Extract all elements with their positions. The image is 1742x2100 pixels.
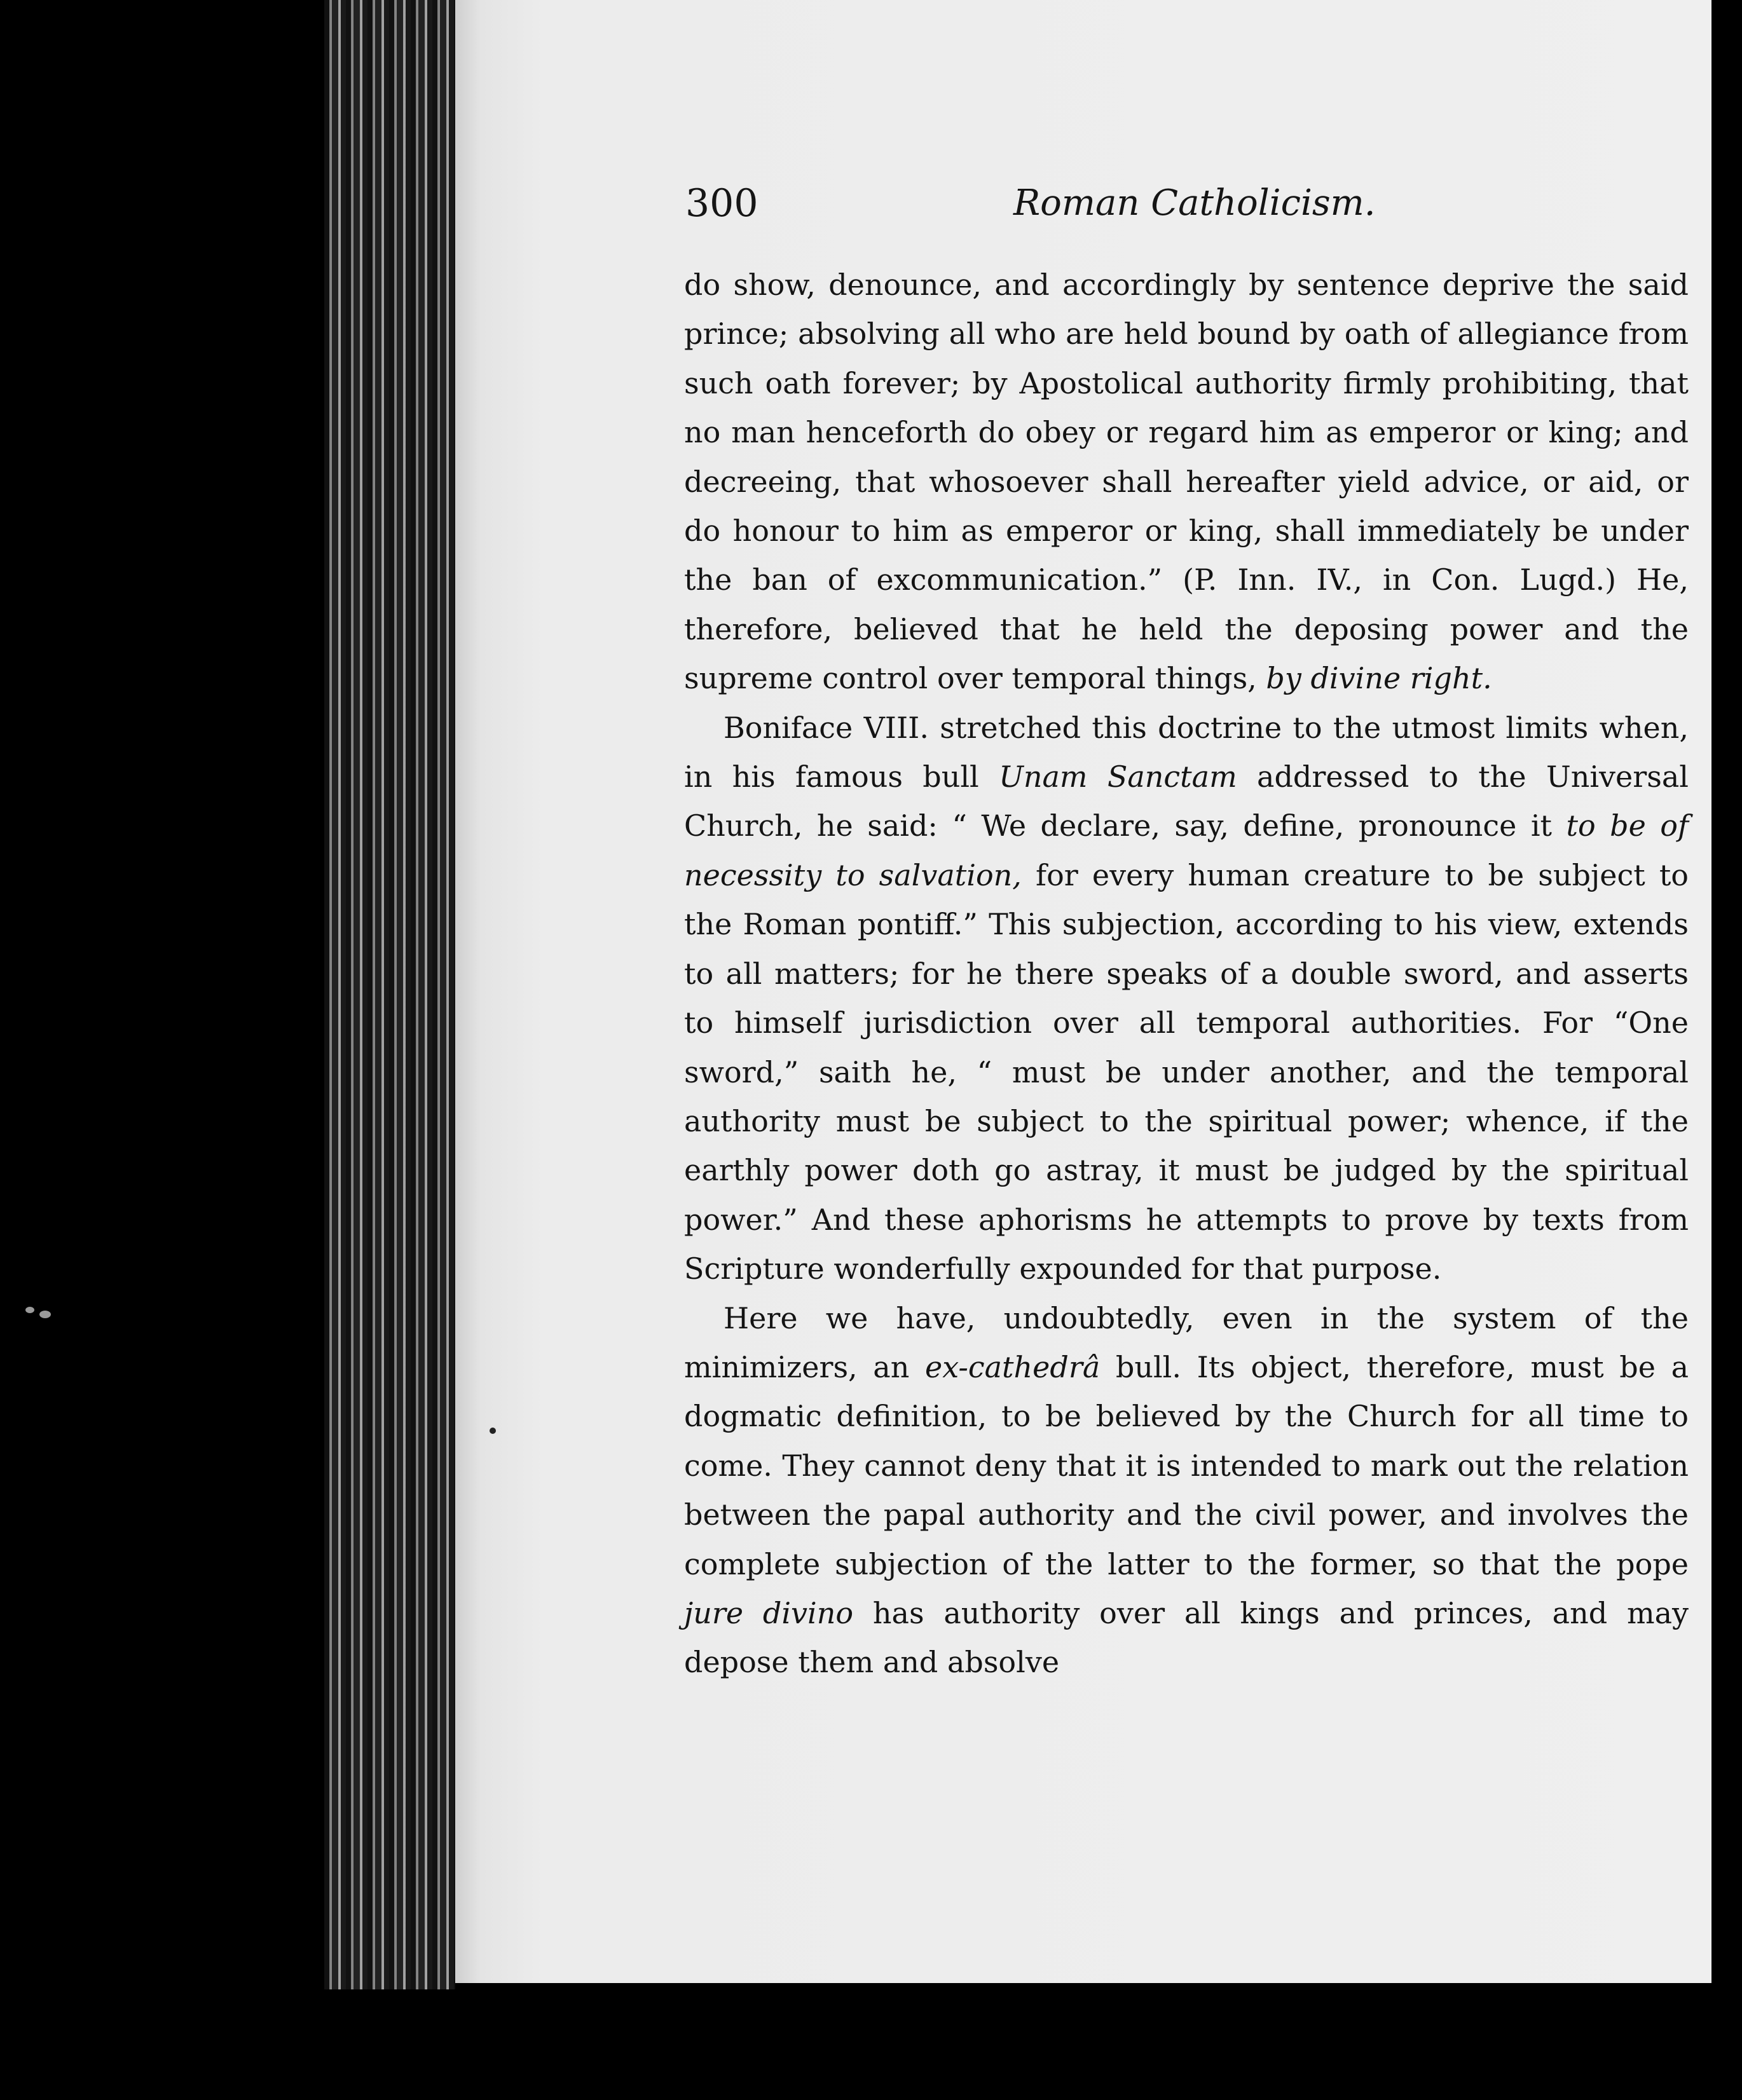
dust-speck xyxy=(25,1307,34,1313)
text-segment: Here we have, undoubtedly, even in the system of the minimizers, an xyxy=(684,1300,1689,1384)
scan-border-bottom xyxy=(455,1983,1742,2100)
italic-text-segment: to be of necessity to salvation, xyxy=(684,808,1689,892)
text-segment: Boniface VIII. stretched this doctrine to the utmost limits when, in his famous bull xyxy=(684,710,1689,794)
text-segment: addressed to the Universal Church, he said: “ We declare, say, define, pronounce it xyxy=(684,760,1689,843)
dust-speck xyxy=(490,1428,496,1434)
page-number: 300 xyxy=(685,181,758,226)
text-segment: for every human creature to be subject to the Roman pontiff.” This subjection, according to his view, extends to all matters; for he there speaks of a double sword, and asserts to himself jurisdiction over all temporal authorities. For “One sword,” saith he, “ must be under another, and the temporal authority must be subject to the spiritual power; whence, if the earthly power doth go astray, it must be judged by the spiritual power.” And these aphorisms he attempts to prove by texts from Scripture wonderfully expounded for that purpose. xyxy=(684,857,1689,1286)
scan-border-right xyxy=(1711,0,1742,2100)
italic-text-segment: by divine right. xyxy=(1266,661,1492,696)
book-page-edges xyxy=(324,0,470,1989)
page-header xyxy=(685,178,1385,229)
italic-text-segment: ex-cathedrâ xyxy=(924,1349,1101,1384)
paragraph xyxy=(684,261,1689,704)
text-segment: has authority over all kings and princes, and may depose them and absolve xyxy=(684,1595,1689,1680)
paragraph xyxy=(684,1294,1689,1688)
paragraph xyxy=(684,704,1689,1294)
text-segment: do show, denounce, and accordingly by sentence deprive the said prince; absolving all who are held bound by oath of allegiance from such oath forever; by Apostolical authority firmly prohibiting, that no man henceforth do obey or regard him as emperor or king; and decreeing, that whosoever shall hereafter yield advice, or aid, or do honour to him as emperor or king, shall immediately be under the ban of excommunication.” (P. Inn. IV., in Con. Lugd.) He, therefore, believed that he held the deposing power and the supreme control over temporal things, xyxy=(684,268,1689,696)
italic-text-segment: Unam Sanctam xyxy=(999,760,1237,794)
running-title: Roman Catholicism. xyxy=(1013,182,1376,224)
italic-text-segment: jure divino xyxy=(684,1595,854,1630)
text-segment: bull. Its object, therefore, must be a dogmatic definition, to be believed by the Church for all time to come. They cannot deny that it is intended to mark out the relation between the papal authority and the civil power, and involves the complete subjection of the latter to the former, so that the pope xyxy=(684,1349,1689,1581)
body-text xyxy=(684,261,1689,1688)
dust-speck xyxy=(39,1311,51,1318)
